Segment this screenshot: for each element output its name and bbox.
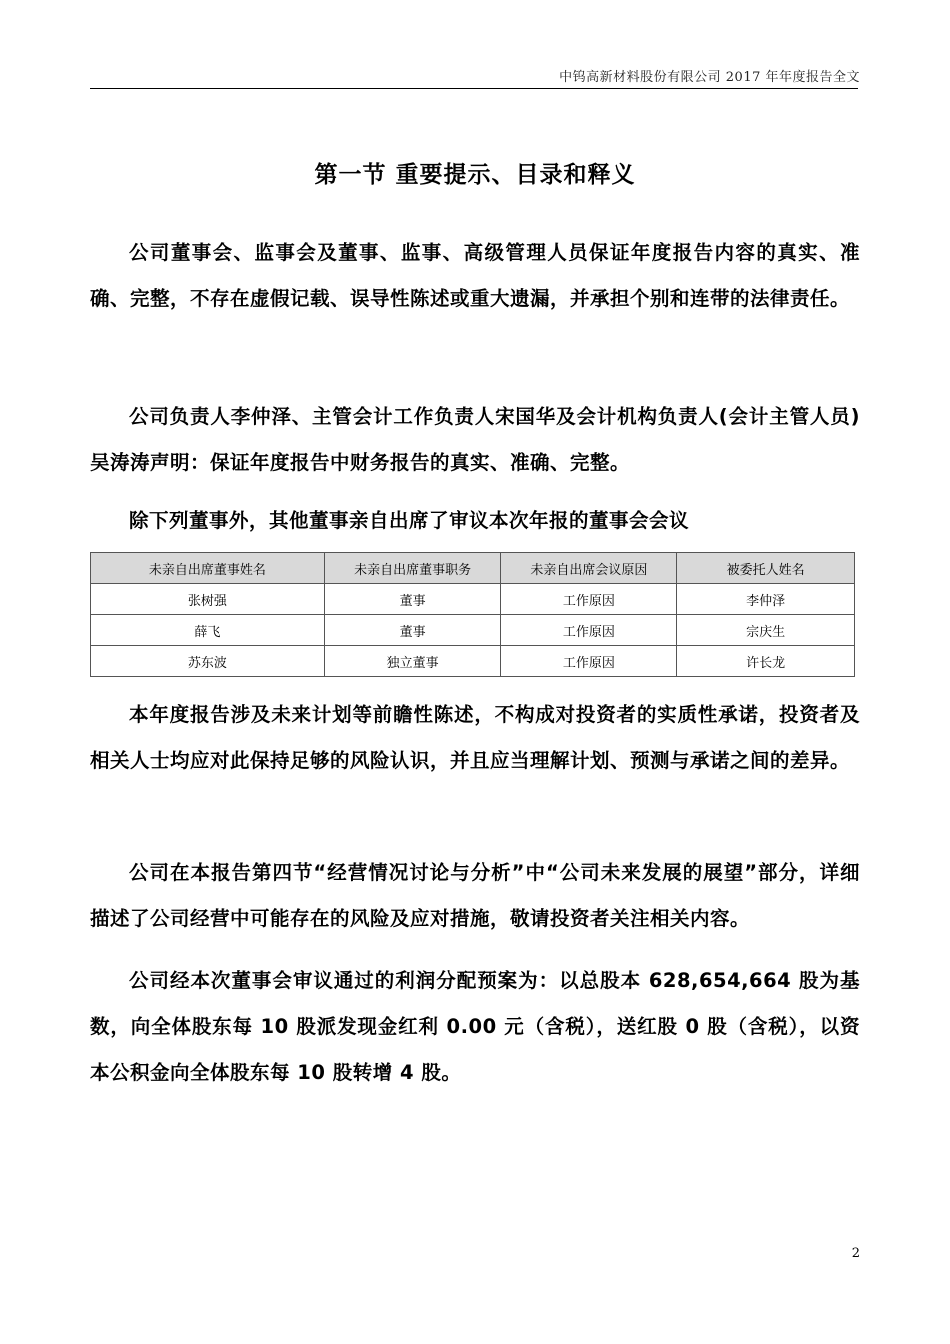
cell-proxy: 许长龙 — [677, 646, 855, 677]
header-divider — [90, 88, 858, 89]
cell-name: 张树强 — [91, 584, 325, 615]
section-title: 第一节 重要提示、目录和释义 — [314, 162, 636, 188]
table-header-row — [91, 553, 855, 584]
absent-directors-table — [90, 552, 855, 677]
cell-reason: 工作原因 — [501, 615, 677, 646]
risk-notice-paragraph: 公司在本报告第四节“经营情况讨论与分析”中“公司未来发展的展望”部分，详细描述了公司经营中可能存在的风险及应对措施，敬请投资者关注相关内容。 — [90, 861, 860, 930]
table-row — [91, 615, 855, 646]
cell-position: 董事 — [324, 615, 501, 646]
header-cell-name: 未亲自出席董事姓名 — [91, 553, 325, 584]
cell-reason: 工作原因 — [501, 646, 677, 677]
page-number: 2 — [851, 1246, 860, 1261]
table-row — [91, 584, 855, 615]
header-cell-proxy: 被委托人姓名 — [677, 553, 855, 584]
header-cell-position: 未亲自出席董事职务 — [324, 553, 501, 584]
absent-directors-intro: 除下列董事外，其他董事亲自出席了审议本次年报的董事会会议 — [129, 509, 690, 532]
running-header: 中钨高新材料股份有限公司 2017 年年度报告全文 — [559, 70, 860, 85]
responsible-persons-paragraph: 公司负责人李仲泽、主管会计工作负责人宋国华及会计机构负责人(会计主管人员)吴涛涛声明：保证年度报告中财务报告的真实、准确、完整。 — [90, 405, 860, 474]
cell-proxy: 李仲泽 — [677, 584, 855, 615]
assurance-paragraph: 公司董事会、监事会及董事、监事、高级管理人员保证年度报告内容的真实、准确、完整，不存在虚假记载、误导性陈述或重大遗漏，并承担个别和连带的法律责任。 — [90, 241, 860, 310]
cell-name: 苏东波 — [91, 646, 325, 677]
cell-position: 独立董事 — [324, 646, 501, 677]
cell-position: 董事 — [324, 584, 501, 615]
table-row — [91, 646, 855, 677]
dividend-plan-paragraph: 公司经本次董事会审议通过的利润分配预案为：以总股本 628,654,664 股为基数，向全体股东每 10 股派发现金红利 0.00 元（含税），送红股 0 股（含税），以资本公积金向全体股东每 10 股转增 4 股。 — [90, 969, 860, 1084]
cell-reason: 工作原因 — [501, 584, 677, 615]
header-cell-reason: 未亲自出席会议原因 — [501, 553, 677, 584]
cell-proxy: 宗庆生 — [677, 615, 855, 646]
cell-name: 薛飞 — [91, 615, 325, 646]
forward-looking-paragraph: 本年度报告涉及未来计划等前瞻性陈述，不构成对投资者的实质性承诺，投资者及相关人士均应对此保持足够的风险认识，并且应当理解计划、预测与承诺之间的差异。 — [90, 703, 860, 772]
